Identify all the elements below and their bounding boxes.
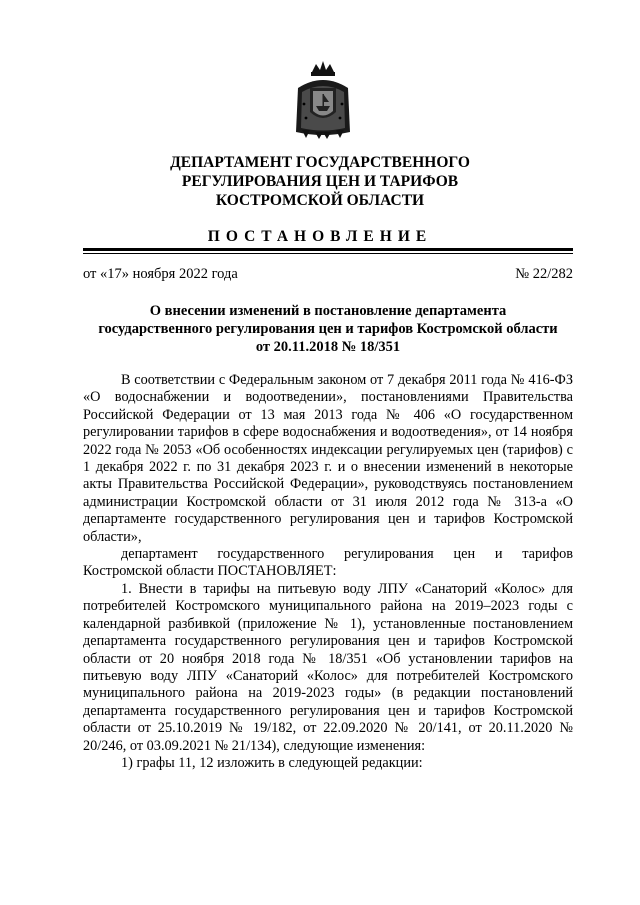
document-body — [83, 372, 573, 772]
document-number: № 22/282 — [515, 266, 573, 282]
title-line-1: О внесении изменений в постановление департамента — [149, 303, 507, 319]
paragraph-preamble: В соответствии с Федеральным законом от 7 декабря 2011 года № 416-ФЗ «О водоснабжении и водоотведении», постановлениями Правительства Российской Федерации от 13 мая 2013 года № 406 «О государственном регулировании тарифов в сфере водоснабжения и водоотведения», от 14 ноября 2022 года № 2053 «Об особенностях индексации регулируемых цен (тарифов) с 1 декабря 2022 г. по 31 декабря 2023 г. и о внесении изменений в некоторые акты Правительства Российской Федерации», руководствуясь постановлением администрации Костромской области от 31 июля 2012 года № 313-а «О департаменте государственного регулирования цен и тарифов Костромской области», — [83, 372, 573, 545]
department-header — [0, 153, 640, 210]
coat-of-arms-emblem — [294, 58, 352, 140]
header-divider-thick — [83, 248, 573, 251]
title-line-3: от 20.11.2018 № 18/351 — [255, 339, 401, 355]
header-divider-thin — [83, 253, 573, 254]
title-line-2: государственного регулирования цен и тарифов Костромской области — [98, 321, 558, 337]
document-title — [83, 302, 573, 356]
header-line-1: ДЕПАРТАМЕНТ ГОСУДАРСТВЕННОГО — [170, 154, 470, 171]
header-line-2: РЕГУЛИРОВАНИЯ ЦЕН И ТАРИФОВ — [181, 173, 459, 190]
document-date: от «17» ноября 2022 года — [83, 266, 238, 282]
header-line-3: КОСТРОМСКОЙ ОБЛАСТИ — [215, 192, 425, 209]
paragraph-resolution: департамент государственного регулирования цен и тарифов Костромской области ПОСТАНОВЛЯЕТ: — [83, 546, 573, 580]
paragraph-subitem-1: 1) графы 11, 12 изложить в следующей редакции: — [121, 754, 423, 771]
paragraph-item-1: 1. Внести в тарифы на питьевую воду ЛПУ «Санаторий «Колос» для потребителей Костромского муниципального района на 2019–2023 годы с календарной разбивкой (приложение № 1), установленные постановлением департамента государственного регулирования цен и тарифов Костромской области от 20 ноября 2018 года № 18/351 «Об установлении тарифов на питьевую воду ЛПУ «Санаторий «Колос» для потребителей Костромского муниципального района на 2019-2023 годы» (в редакции постановлений департамента государственного регулирования цен и тарифов Костромской области от 25.10.2019 № 19/182, от 22.09.2020 № 20/141, от 20.11.2020 № 20/246, от 03.09.2021 № 21/134), следующие изменения: — [83, 580, 573, 754]
document-type-heading: ПОСТАНОВЛЕНИЕ — [207, 228, 433, 245]
